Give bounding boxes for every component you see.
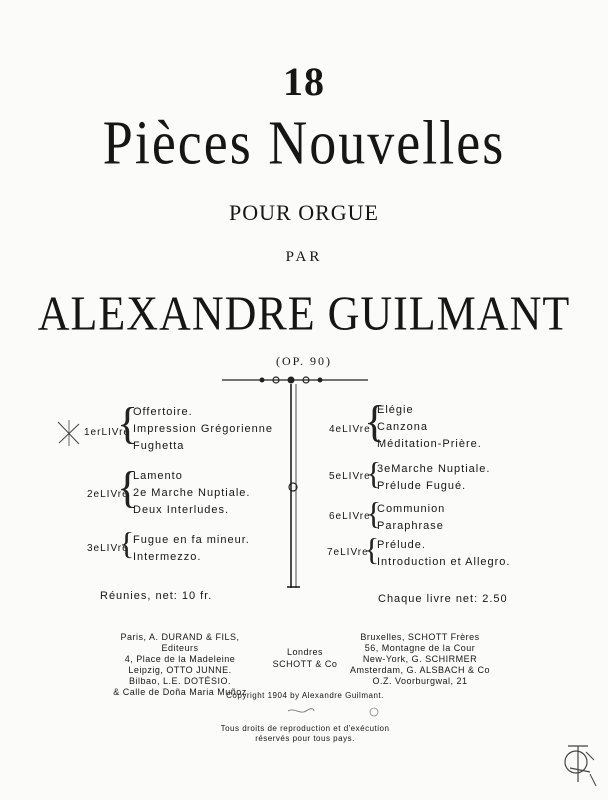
list-item: O.Z. Voorburgwal, 21 xyxy=(372,676,468,686)
book-3-pieces xyxy=(133,532,250,566)
book-label-6: 6eLIVre xyxy=(329,511,371,522)
list-item: 3eMarche Nuptiale. xyxy=(377,463,491,475)
opus-count: 18 xyxy=(283,59,325,104)
book-label-4: 4eLIVre xyxy=(329,424,371,435)
list-item: Bruxelles, SCHOTT Frères xyxy=(360,632,480,642)
list-item: 2e Marche Nuptiale. xyxy=(133,487,251,499)
list-item: Impression Grégorienne xyxy=(133,423,274,435)
list-item: Deux Interludes. xyxy=(133,504,230,516)
list-item: 56, Montagne de la Cour xyxy=(364,643,476,653)
list-item: Introduction et Allegro. xyxy=(377,556,511,568)
list-item: 4, Place de la Madeleine xyxy=(124,654,236,664)
publisher-left xyxy=(110,632,250,698)
brace: { xyxy=(366,455,382,491)
brace: { xyxy=(364,531,380,567)
list-item: Leipzig, OTTO JUNNE. xyxy=(128,665,232,675)
book-7-pieces xyxy=(377,537,510,571)
list-item: Elégie xyxy=(377,404,414,416)
book-label-7: 7eLIVre xyxy=(327,547,369,558)
list-item: Prélude Fugué. xyxy=(377,480,467,492)
list-item: Méditation-Prière. xyxy=(377,438,482,450)
book-label-3: 3eLIVre xyxy=(87,543,129,554)
book-6-pieces xyxy=(377,501,445,535)
price-combined: Réunies, net: 10 fr. xyxy=(100,590,213,602)
brace: { xyxy=(366,495,382,531)
list-item: Fugue en fa mineur. xyxy=(133,534,250,546)
list-item: Tous droits de reproduction et d'exécution xyxy=(220,724,390,733)
price-each: Chaque livre net: 2.50 xyxy=(378,593,508,605)
brace: { xyxy=(117,463,139,512)
brace: { xyxy=(119,525,135,561)
subtitle: POUR ORGUE xyxy=(229,200,379,225)
rights-notice xyxy=(200,724,410,744)
list-item: SCHOTT & Co xyxy=(272,659,338,669)
pencil-mark-icon xyxy=(55,418,83,448)
by-label: PAR xyxy=(285,249,323,265)
small-mark-icon xyxy=(368,706,380,718)
publisher-center xyxy=(260,646,350,670)
list-item: Prélude. xyxy=(377,539,426,551)
list-item: & Calle de Doña Maria Muñoz xyxy=(113,687,247,697)
copyright-notice: Copyright 1904 by Alexandre Guilmant. xyxy=(226,691,384,700)
library-stamp-icon xyxy=(560,738,600,793)
opus-number: (OP. 90) xyxy=(275,354,332,368)
list-item: Paris, A. DURAND & FILS, Editeurs xyxy=(120,632,240,653)
plate-mark-icon xyxy=(286,706,316,716)
list-item: Fughetta xyxy=(133,440,185,452)
publisher-right xyxy=(340,632,500,687)
book-label-5: 5eLIVre xyxy=(329,471,371,482)
list-item: Paraphrase xyxy=(377,520,444,532)
book-4-pieces xyxy=(377,402,482,453)
list-item: Londres xyxy=(286,647,324,657)
brace: { xyxy=(364,397,386,446)
book-5-pieces xyxy=(377,461,490,495)
list-item: Bilbao, L.E. DOTÉSIO. xyxy=(128,676,232,686)
book-label-2: 2eLIVre xyxy=(87,489,129,500)
list-item: Canzona xyxy=(377,421,429,433)
list-item: Lamento xyxy=(133,470,183,482)
list-item: Amsterdam, G. ALSBACH & Co xyxy=(349,665,491,675)
list-item: Communion xyxy=(377,503,446,515)
book-label-1: 1erLIVre xyxy=(84,427,130,438)
list-item: Offertoire. xyxy=(133,406,193,418)
list-item: réservés pour tous pays. xyxy=(255,734,355,743)
composer-name: ALEXANDRE GUILMANT xyxy=(37,286,571,341)
list-item: Intermezzo. xyxy=(133,551,202,563)
list-item: New-York, G. SCHIRMER xyxy=(362,654,478,664)
page-title: Pièces Nouvelles xyxy=(102,108,506,178)
book-2-pieces xyxy=(133,468,250,519)
brace: { xyxy=(117,399,139,448)
book-1-pieces xyxy=(133,404,273,455)
